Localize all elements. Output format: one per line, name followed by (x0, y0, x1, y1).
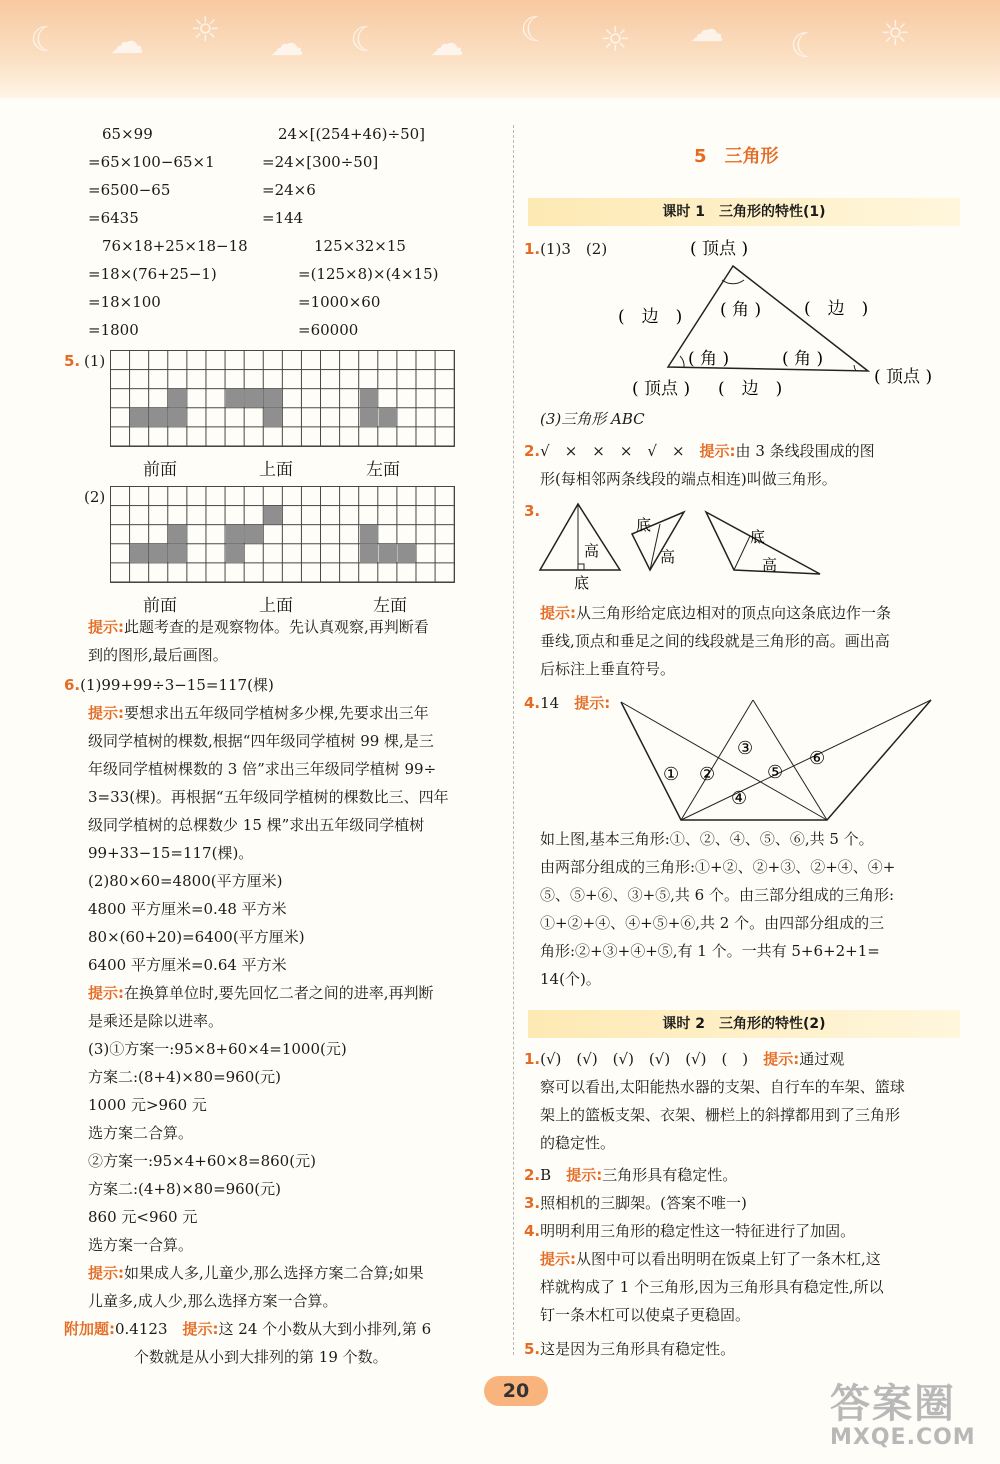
answer-line: ②方案一:95×4+60×8=860(元) (88, 1152, 316, 1170)
answer-line (524, 1222, 855, 1240)
answer-line: (3)①方案一:95×8+60×4=1000(元) (88, 1040, 347, 1058)
hint-label: 提示: (540, 604, 576, 622)
label-edge-left: ( 边 ) (618, 307, 683, 327)
calc-line: =1000×60 (298, 293, 381, 311)
hint-line: 形(每相邻两条线段的端点相连)叫做三角形。 (540, 470, 837, 488)
question-number: 2. (524, 442, 541, 460)
hint-label: 提示: (88, 1264, 124, 1282)
calc-line: =65×100−65×1 (88, 153, 215, 171)
answer-line: 选方案一合算。 (88, 1236, 194, 1254)
label-height: 高 (660, 548, 676, 566)
hint-line: 垂线,顶点和垂足之间的线段就是三角形的高。画出高 (540, 632, 890, 650)
answer-marks: √ × × × √ × (540, 442, 685, 460)
cloud-icon: ☁ (690, 10, 724, 50)
view-label-left: 左面 (366, 460, 400, 480)
answer-line: (2)80×60=4800(平方厘米) (88, 872, 283, 890)
question-number: 4. (524, 1222, 541, 1240)
moon-icon: ☾ (350, 20, 381, 60)
hint-line: 样就构成了 1 个三角形,因为三角形具有稳定性,所以 (540, 1278, 884, 1296)
calc-line: =6500−65 (88, 181, 171, 199)
answer-line: 80×(60+20)=6400(平方厘米) (88, 928, 305, 946)
label-height: 高 (762, 556, 778, 574)
answer-line: 角形:②+③+④+⑤,有 1 个。一共有 5+6+2+1= (540, 942, 880, 960)
sun-icon: ☼ (190, 10, 221, 50)
hint-text: 要想求出五年级同学植树多少棵,先要求出三年 (124, 704, 429, 722)
region-6: ⑥ (809, 748, 826, 769)
label-base: 底 (750, 528, 766, 546)
question-number: 3. (524, 1194, 541, 1212)
answer-text: 明明利用三角形的稳定性这一特征进行了加固。 (540, 1222, 856, 1240)
cloud-icon: ☁ (110, 22, 144, 62)
hint-line (88, 984, 434, 1002)
view-label-top: 上面 (259, 460, 293, 480)
answer-line (64, 676, 274, 694)
crown-diagram (615, 692, 935, 826)
column-divider (513, 125, 514, 1355)
extra-label: 附加题: (64, 1320, 115, 1338)
answer-line (524, 1340, 735, 1358)
hint-label: 提示: (88, 984, 124, 1002)
hint-text: 此题考查的是观察物体。先认真观察,再判断看 (124, 618, 429, 636)
question-number: 4. (524, 694, 541, 712)
hint-text: 这 24 个小数从大到小排列,第 6 (218, 1320, 432, 1338)
answer-line: (3)三角形 ABC (540, 410, 645, 428)
view-grid-2 (110, 486, 455, 583)
answer-marks: (√) (√) (√) (√) (√) ( ) (540, 1050, 749, 1068)
calc-line: =60000 (298, 321, 359, 339)
header-decoration (0, 0, 1000, 98)
hint-text: 由 3 条线段围成的图 (735, 442, 875, 460)
region-3: ③ (737, 738, 754, 759)
label-angle-left: ( 角 ) (688, 349, 730, 369)
extra-answer: 0.4123 (115, 1320, 168, 1338)
answer-line: 由两部分组成的三角形:①+②、②+③、②+④、④+ (540, 858, 896, 876)
hint-line: 级同学植树的总棵数少 15 棵”求出五年级同学植树 (88, 816, 425, 834)
hint-line: 99+33−15=117(棵)。 (88, 844, 254, 862)
hint-line: 个数就是从小到大排列的第 19 个数。 (134, 1348, 388, 1366)
hint-text: 如果成人多,儿童少,那么选择方案二合算;如果 (124, 1264, 424, 1282)
calc-line: 125×32×15 (314, 237, 406, 255)
hint-label: 提示: (182, 1320, 219, 1338)
answer-line (524, 1194, 747, 1212)
page-number: 20 (484, 1376, 548, 1406)
section-title: 5 三角形 (694, 146, 779, 167)
cloud-icon: ☁ (270, 24, 304, 64)
hint-text: 通过观 (799, 1050, 845, 1068)
answer-line: 方案二:(4+8)×80=960(元) (88, 1180, 281, 1198)
watermark-main: 答案圈 (830, 1381, 956, 1427)
calc-line: 76×18+25×18−18 (102, 237, 248, 255)
hint-line: 3=33(棵)。再根据“五年级同学植树的棵数比三、四年 (88, 788, 449, 806)
answer-line (524, 694, 610, 712)
moon-icon: ☾ (30, 20, 61, 60)
answer-line: ⑤、⑤+⑥、③+⑤,共 6 个。由三部分组成的三角形: (540, 886, 895, 904)
hint-line (540, 604, 891, 622)
calc-line: =144 (262, 209, 304, 227)
question-number: 6. (64, 676, 81, 694)
view-label-left: 左面 (373, 596, 407, 616)
watermark-logo (830, 1372, 976, 1450)
calc-line: =6435 (88, 209, 139, 227)
hint-label: 提示: (88, 704, 124, 722)
answer-line: 方案二:(8+4)×80=960(元) (88, 1068, 281, 1086)
label-vertex-left: ( 顶点 ) (632, 379, 691, 399)
answer-text: 照相机的三脚架。(答案不唯一) (540, 1194, 747, 1212)
hint-line: 到的图形,最后画图。 (88, 646, 228, 664)
hint-label: 提示: (540, 1250, 576, 1268)
label-base: 底 (636, 516, 652, 534)
label-edge-bottom: ( 边 ) (718, 379, 783, 399)
hint-label: 提示: (88, 618, 124, 636)
calc-line: =24×6 (262, 181, 316, 199)
hint-line: 后标注上垂直符号。 (540, 660, 676, 678)
view-label-front: 前面 (143, 596, 177, 616)
label-vertex-right: ( 顶点 ) (874, 367, 933, 387)
answer-text: B (540, 1166, 552, 1184)
label-vertex-top: ( 顶点 ) (690, 239, 749, 259)
answer-line (524, 240, 607, 258)
calc-line: =(125×8)×(4×15) (298, 265, 439, 283)
label-angle-right: ( 角 ) (782, 349, 824, 369)
calc-line: =18×100 (88, 293, 161, 311)
triangle-diagram (610, 232, 960, 402)
hint-text: 在换算单位时,要先回忆二者之间的进率,再判断 (124, 984, 434, 1002)
part-label: (2) (84, 488, 106, 506)
answer-text: 14 (540, 694, 560, 712)
lesson-header-2: 课时 2 三角形的特性(2) (528, 1010, 960, 1038)
calc-line: 65×99 (102, 125, 153, 143)
answer-line: 14(个)。 (540, 970, 601, 988)
answer-line: 选方案二合算。 (88, 1124, 194, 1142)
hint-label: 提示: (763, 1050, 800, 1068)
calc-line: =18×(76+25−1) (88, 265, 217, 283)
moon-icon: ☾ (520, 10, 551, 50)
answer-text: 这是因为三角形具有稳定性。 (540, 1340, 736, 1358)
label-height: 高 (584, 542, 600, 560)
hint-line: 年级同学植树棵数的 3 倍”求出三年级同学植树 99÷ (88, 760, 437, 778)
region-4: ④ (731, 788, 748, 809)
hint-line (88, 618, 429, 636)
watermark-sub: MXQE.COM (830, 1425, 976, 1450)
view-label-top: 上面 (259, 596, 293, 616)
hint-line (540, 1250, 881, 1268)
hint-label: 提示: (699, 442, 736, 460)
answer-line: 6400 平方厘米=0.64 平方米 (88, 956, 287, 974)
question-number: 1. (524, 240, 541, 258)
region-5: ⑤ (767, 762, 784, 783)
height-diagrams (536, 500, 826, 596)
calc-line: =24×[300÷50] (262, 153, 379, 171)
hint-line: 的稳定性。 (540, 1134, 616, 1152)
hint-line (88, 704, 429, 722)
hint-text: 从三角形给定底边相对的顶点向这条底边作一条 (576, 604, 892, 622)
calc-line: 24×[(254+46)÷50] (278, 125, 426, 143)
sun-icon: ☼ (880, 14, 911, 54)
question-number: 5. (524, 1340, 541, 1358)
answer-line: 1000 元>960 元 (88, 1096, 207, 1114)
answer-text: (1)3 (2) (540, 240, 608, 258)
view-label-front: 前面 (143, 460, 177, 480)
label-base: 底 (574, 574, 590, 592)
answer-line (524, 442, 875, 460)
region-2: ② (699, 764, 716, 785)
hint-line (88, 1264, 424, 1282)
label-edge-right: ( 边 ) (804, 299, 869, 319)
hint-line: 架上的篮板支架、衣架、栅栏上的斜撑都用到了三角形 (540, 1106, 901, 1124)
hint-line: 钉一条木杠可以使桌子更稳固。 (540, 1306, 751, 1324)
lesson-header-1: 课时 1 三角形的特性(1) (528, 198, 960, 226)
question-number: 5. (64, 352, 81, 370)
calc-line: =1800 (88, 321, 139, 339)
answer-line (524, 1166, 737, 1184)
hint-text: 从图中可以看出明明在饭桌上钉了一条木杠,这 (576, 1250, 881, 1268)
answer-line: 4800 平方厘米=0.48 平方米 (88, 900, 287, 918)
answer-line (524, 1050, 844, 1068)
question-number: 3. (524, 502, 541, 520)
hint-line: 察可以看出,太阳能热水器的支架、自行车的车架、篮球 (540, 1078, 905, 1096)
sun-icon: ☼ (600, 20, 631, 60)
part-label: (1) (84, 352, 106, 370)
hint-line: 儿童多,成人少,那么选择方案一合算。 (88, 1292, 338, 1310)
question-number: 2. (524, 1166, 541, 1184)
label-angle-top: ( 角 ) (720, 300, 762, 320)
moon-icon: ☾ (790, 26, 821, 66)
answer-line: ①+②+④、④+⑤+⑥,共 2 个。由四部分组成的三 (540, 914, 885, 932)
extra-question (64, 1320, 431, 1338)
hint-label: 提示: (574, 694, 611, 712)
hint-line: 级同学植树的棵数,根据“四年级同学植树 99 棵,是三 (88, 732, 434, 750)
region-1: ① (663, 764, 680, 785)
view-grid-1 (110, 350, 455, 447)
question-number: 1. (524, 1050, 541, 1068)
cloud-icon: ☁ (430, 24, 464, 64)
answer-text: (1)99+99÷3−15=117(棵) (80, 676, 274, 694)
answer-line: 860 元<960 元 (88, 1208, 198, 1226)
answer-line: 如上图,基本三角形:①、②、④、⑤、⑥,共 5 个。 (540, 830, 874, 848)
hint-label: 提示: (566, 1166, 603, 1184)
hint-text: 三角形具有稳定性。 (602, 1166, 738, 1184)
hint-line: 是乘还是除以进率。 (88, 1012, 224, 1030)
